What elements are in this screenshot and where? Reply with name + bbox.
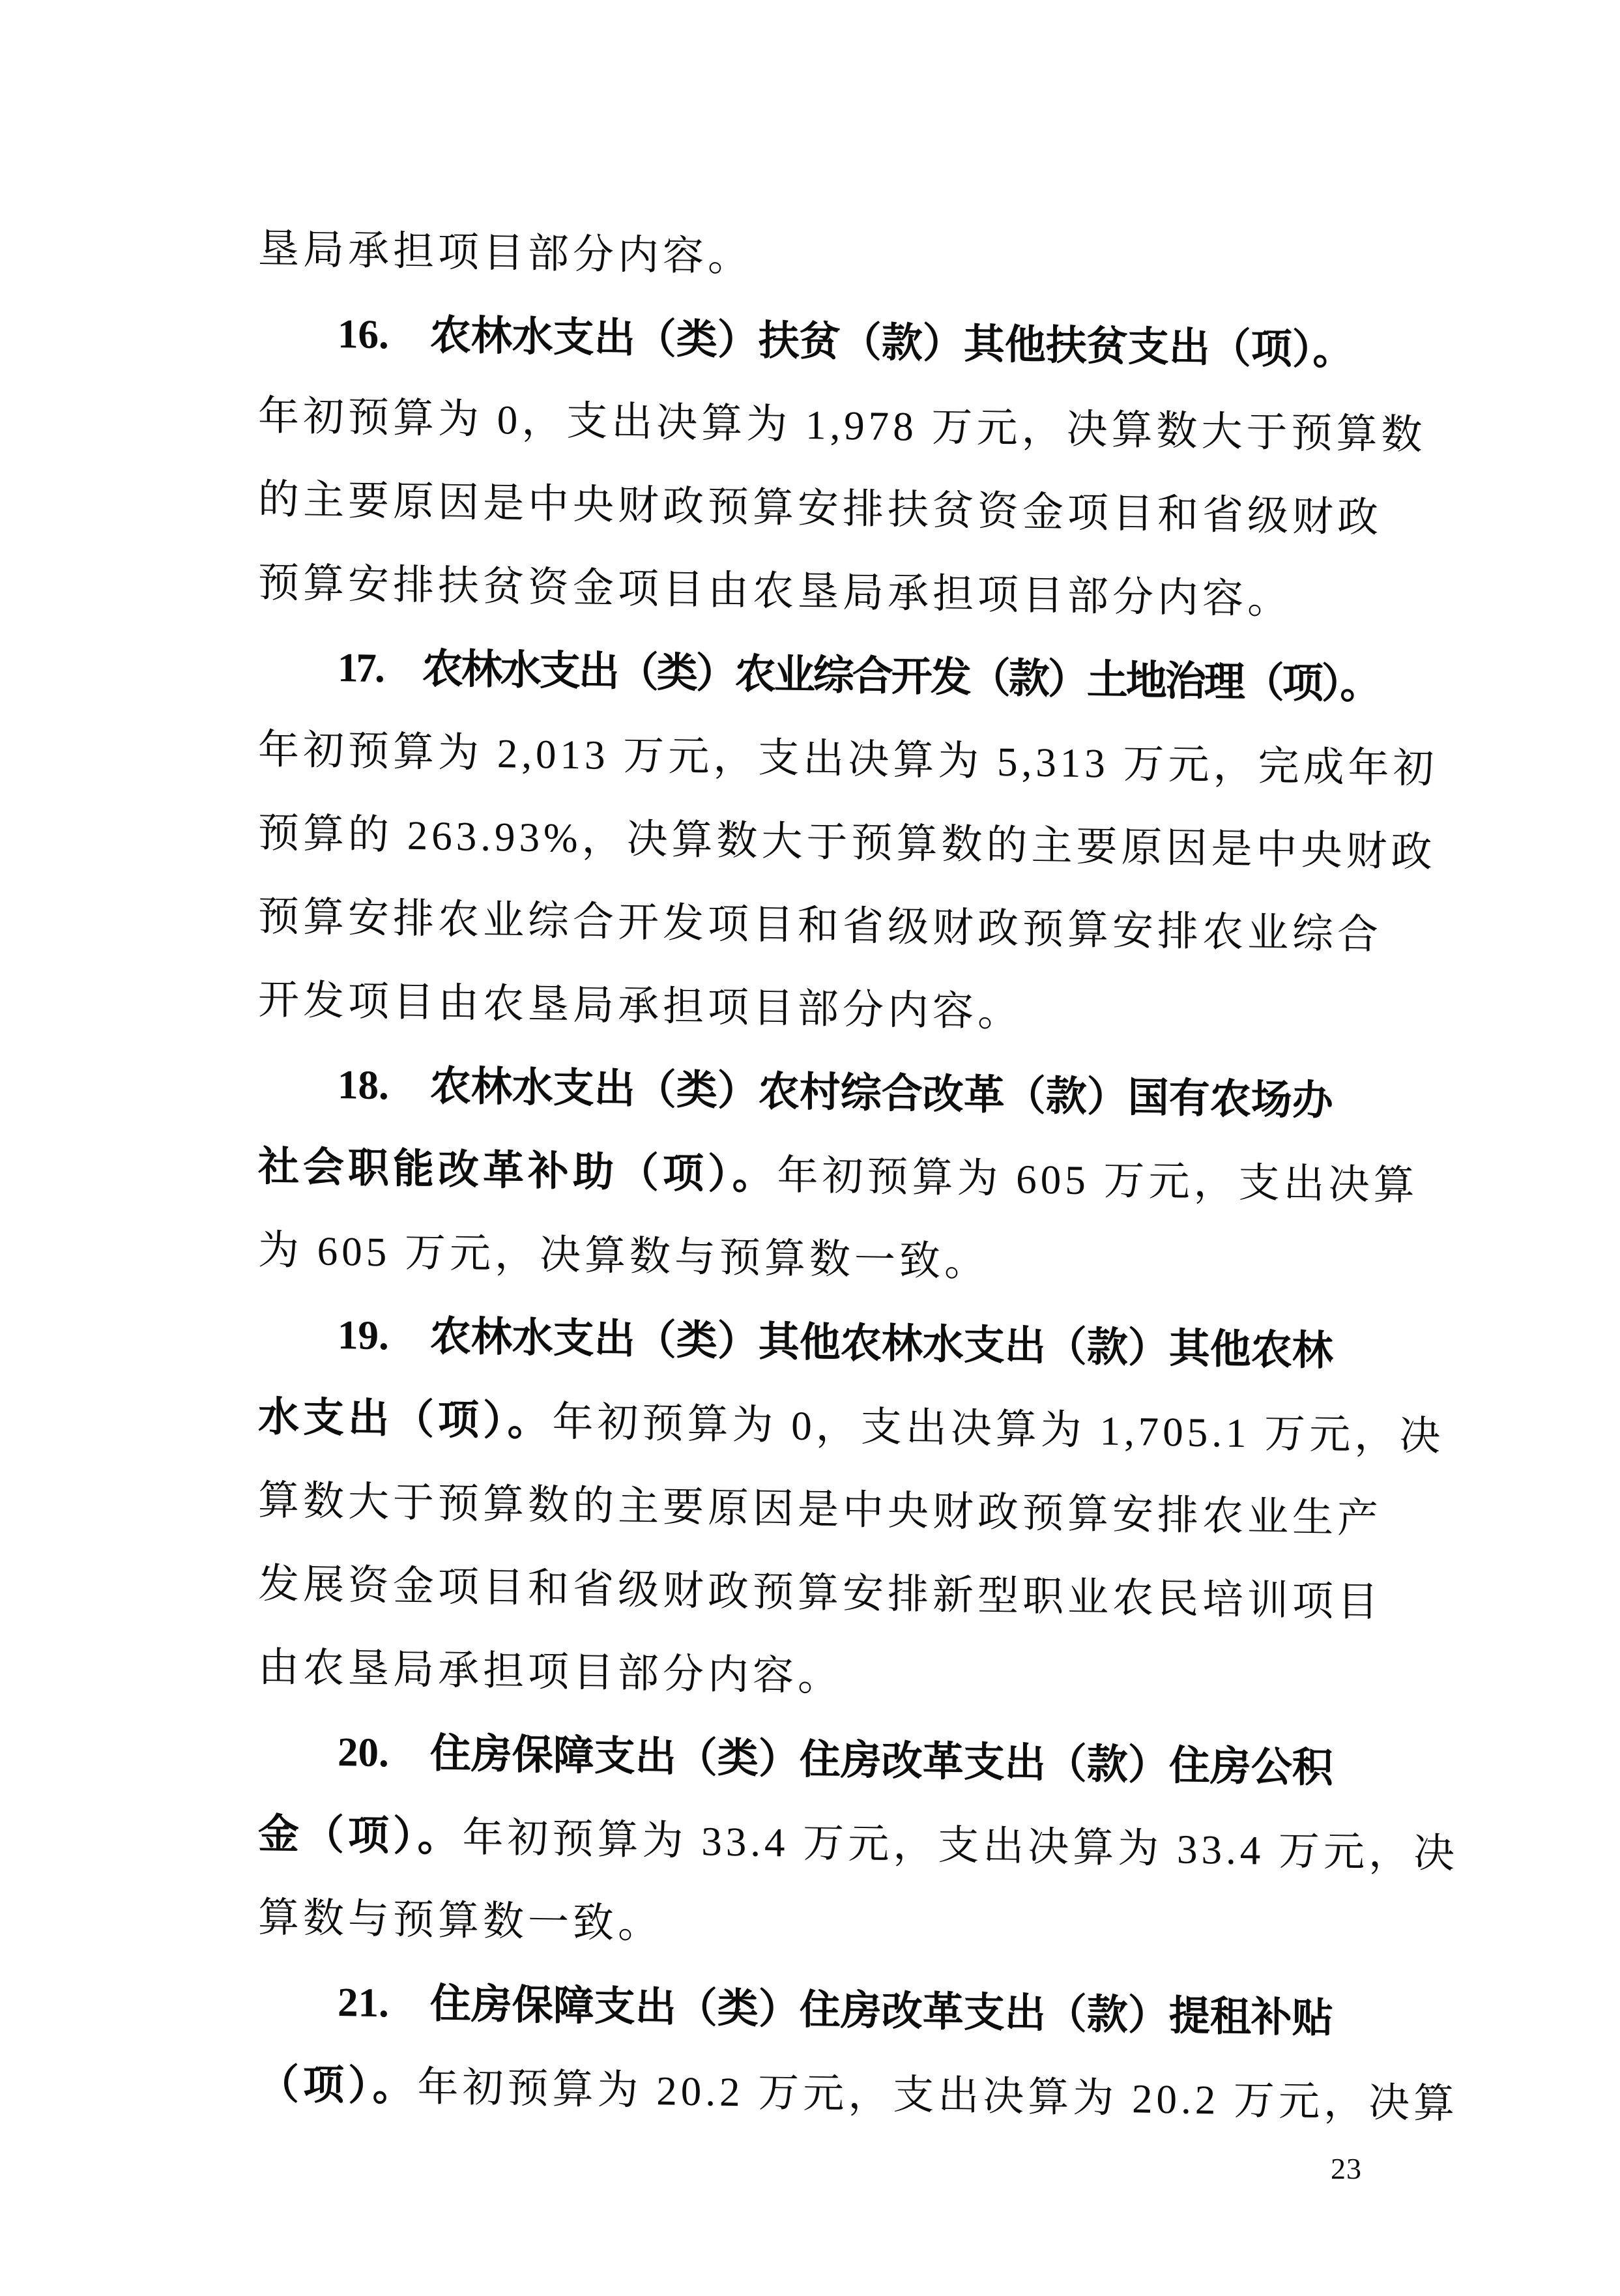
body-text: 算数大于预算数的主要原因是中央财政预算安排农业生产 bbox=[258, 1477, 1382, 1542]
heading-text: 18. 农林水支出（类）农村综合改革（款）国有农场办 bbox=[338, 1062, 1333, 1124]
body-text: 年初预算为 0，支出决算为 1,705.1 万元，决 bbox=[552, 1399, 1445, 1460]
body-text: 发展资金项目和省级财政预算安排新型职业农民培训项目 bbox=[258, 1561, 1382, 1625]
heading-text: 16. 农林水支出（类）扶贫（款）其他扶贫支出（项）。 bbox=[338, 311, 1354, 373]
body-text: 年初预算为 0，支出决算为 1,978 万元，决算数大于预算数 bbox=[258, 393, 1426, 458]
heading-text: 水支出（项）。 bbox=[258, 1394, 553, 1445]
heading-text: 金（项）。 bbox=[258, 1811, 463, 1861]
body-text: 垦局承担项目部分内容。 bbox=[258, 226, 753, 280]
body-text: 年初预算为 605 万元，支出决算 bbox=[777, 1152, 1419, 1209]
body-text: 由农垦局承担项目部分内容。 bbox=[258, 1644, 843, 1700]
body-text: 年初预算为 33.4 万元，支出决算为 33.4 万元，决 bbox=[462, 1814, 1458, 1877]
body-text: 算数与预算数一致。 bbox=[258, 1895, 663, 1947]
body-text: 预算的 263.93%，决算数大于预算数的主要原因是中央财政 bbox=[258, 810, 1436, 875]
text-block bbox=[258, 207, 1458, 2145]
page-number: 23 bbox=[1331, 2152, 1362, 2185]
body-text: 年初预算为 20.2 万元，支出决算为 20.2 万元，决算 bbox=[417, 2064, 1458, 2127]
heading-text: 19. 农林水支出（类）其他农林水支出（款）其他农林 bbox=[338, 1312, 1333, 1374]
heading-text: 21. 住房保障支出（类）住房改革支出（款）提租补贴 bbox=[338, 1979, 1333, 2042]
body-text: 预算安排扶贫资金项目由农垦局承担项目部分内容。 bbox=[258, 560, 1292, 623]
heading-text: 17. 农林水支出（类）农业综合开发（款）土地治理（项）。 bbox=[338, 645, 1380, 708]
body-text: 开发项目由农垦局承担项目部分内容。 bbox=[258, 977, 1022, 1036]
body-text: 的主要原因是中央财政预算安排扶贫资金项目和省级财政 bbox=[258, 476, 1382, 541]
body-text: 预算安排农业综合开发项目和省级财政预算安排农业综合 bbox=[258, 894, 1382, 958]
heading-text: （项）。 bbox=[258, 2061, 418, 2110]
body-text: 为 605 万元，决算数与预算数一致。 bbox=[258, 1227, 989, 1285]
heading-text: 20. 住房保障支出（类）住房改革支出（款）住房公积 bbox=[338, 1729, 1333, 1792]
body-text: 年初预算为 2,013 万元，支出决算为 5,313 万元，完成年初 bbox=[258, 727, 1438, 792]
heading-text: 社会职能改革补助（项）。 bbox=[258, 1144, 777, 1199]
